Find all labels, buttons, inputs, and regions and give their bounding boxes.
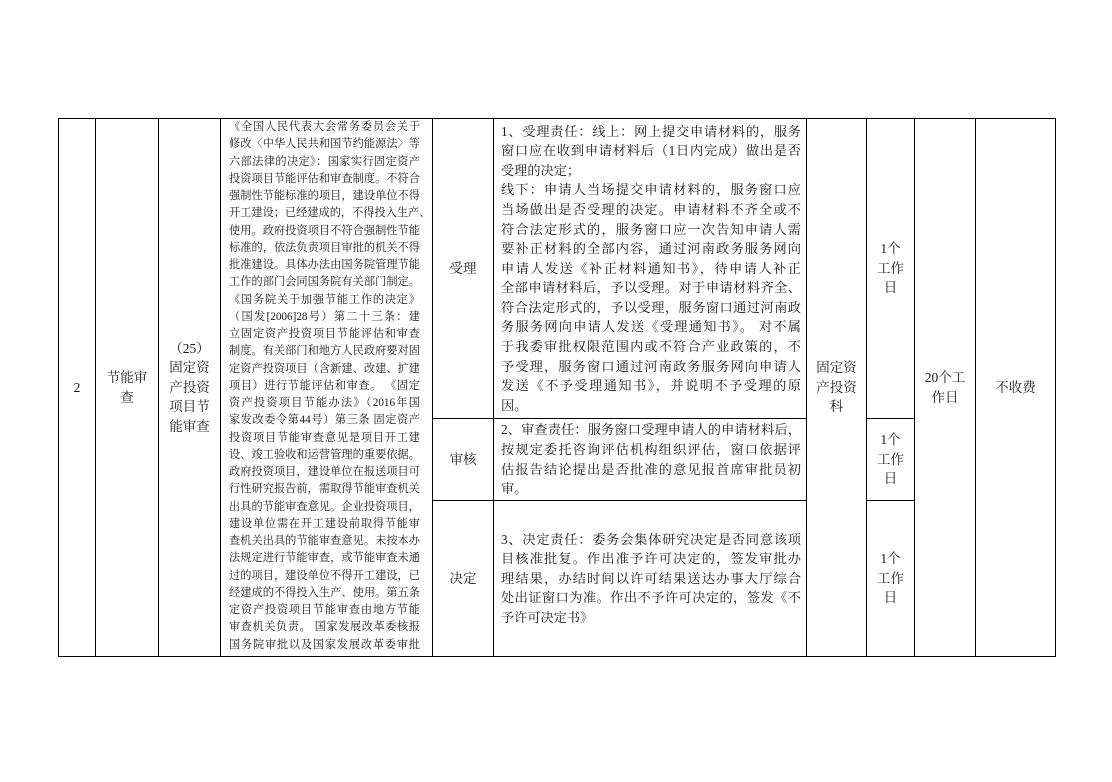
legal-basis-line: 政府投资项目，建设单位在报送项目可 — [229, 466, 420, 478]
table-row-accept — [59, 119, 1056, 419]
stage-time-cell — [867, 119, 915, 419]
stage-name: 受理 — [449, 260, 477, 276]
duty-line: 申请人发送《补正材料通知书》，待申请人补正 — [501, 260, 801, 276]
legal-basis-line: 法规定进行节能审查，或节能审查未通 — [229, 552, 420, 565]
legal-basis-line: 过的项目，建设单位不得开工建设，已 — [229, 569, 420, 582]
stage-duty-cell — [494, 501, 807, 657]
legal-basis-line: 建设单位需在开工建设前取得节能审 — [229, 517, 420, 530]
legal-basis-line: 使用。政府投资项目不符合强制性节能 — [229, 224, 420, 237]
department-cell — [807, 119, 867, 657]
stage-time: 1个工作日 — [876, 432, 904, 487]
item-name: （25）固定资产投资项目节能审查 — [169, 340, 210, 434]
duty-line: 理结果，办结时间以许可结果送达办事大厅综合 — [501, 570, 801, 586]
legal-basis-line: 行性研究报告前，需取得节能审查机关 — [229, 483, 420, 496]
duty-line: 处出证窗口为准。作出不予许可决定的，签发《不 — [501, 590, 801, 606]
legal-basis-line: 标准的，依法负责项目审批的机关不得 — [229, 241, 420, 254]
duty-line: 务服务网向申请人发送《受理通知书》。 对不属 — [501, 319, 801, 335]
legal-basis-line: 项目）进行节能评估和审查。 《固定 — [229, 379, 420, 392]
legal-basis-line: 修改〈中华人民共和国节约能源法〉等 — [229, 138, 420, 151]
duty-line: 当场做出是否受理的决定。申请材料不齐全或不 — [501, 201, 801, 217]
duty-line: 窗口应在收到申请材料后（1日内完成）做出是否 — [501, 143, 801, 159]
duty-line: 全部申请材料后，予以受理。对于申请材料齐全、 — [501, 280, 801, 296]
legal-basis-line: 国务院审批以及国家发展改革委审批 — [229, 638, 420, 651]
stage-name: 决定 — [449, 570, 477, 586]
duty-line: 发送《不予受理通知书》，并说明不予受理的原 — [501, 378, 801, 394]
legal-basis-line: 《国务院关于加强节能工作的决定》 — [229, 293, 420, 306]
item-number-cell — [59, 119, 96, 657]
duty-line: 按规定委托咨询评估机构组织评估，窗口依据评 — [501, 441, 801, 457]
stage-duty-text — [494, 122, 801, 416]
stage-duty-text — [494, 530, 801, 628]
stage-duty-cell — [494, 119, 807, 419]
legal-basis-line: 审查机关负责。 国家发展改革委核报 — [229, 621, 420, 634]
stage-time-cell — [867, 419, 915, 501]
duty-line: 因。 — [501, 397, 528, 413]
fee-cell — [976, 119, 1056, 657]
duty-line: 于我委审批权限范围内或不符合产业政策的，不 — [501, 339, 801, 355]
duty-line: 2、审查责任：服务窗口受理申请人的申请材料后， — [501, 422, 801, 438]
legal-basis-line: 强制性节能标准的项目，建设单位不得 — [229, 190, 420, 202]
duty-line: 符合法定形式的，服务窗口应一次告知申请人需 — [501, 221, 801, 237]
category-label: 节能审查 — [106, 370, 148, 405]
legal-basis-line: 工作的部门会同国务院有关部门制定。 — [229, 276, 420, 289]
department-name: 固定资产投资科 — [816, 360, 857, 415]
duty-line: 线下：申请人当场提交申请材料的，服务窗口应 — [501, 182, 801, 198]
legal-basis-line: 经建成的不得投入生产、使用。第五条 — [229, 586, 420, 599]
total-time-cell — [915, 119, 976, 657]
legal-basis-line: 立固定资产投资项目节能评估和审查 — [229, 328, 420, 340]
legal-basis-line: 查机关出具的节能审查意见。未按本办 — [229, 535, 420, 547]
legal-basis-line: 设、竣工验收和运营管理的重要依据。 — [229, 448, 420, 461]
legal-basis-text — [221, 119, 431, 654]
duty-line: 予受理，服务窗口通过河南政务服务网向申请人 — [501, 358, 801, 374]
stage-name-cell — [433, 119, 494, 419]
duty-line: 审。 — [501, 481, 528, 497]
duty-line: 目核准批复。作出准予许可决定的，签发审批办 — [501, 551, 801, 567]
stage-duty-text — [494, 420, 801, 498]
legal-basis-line: 出具的节能审查意见。企业投资项目， — [229, 500, 420, 513]
stage-time-cell — [867, 501, 915, 657]
legal-basis-line: 家发改委令第44号）第三条 固定资产 — [229, 414, 420, 427]
stage-name: 审核 — [449, 451, 477, 467]
duty-line: 3、决定责任：委务会集体研究决定是否同意该项 — [501, 531, 801, 547]
category-cell — [96, 119, 159, 657]
fee-label: 不收费 — [995, 379, 1036, 395]
legal-basis-line: 投资项目节能评估和审查制度。不符合 — [229, 172, 420, 185]
duty-line: 予许可决定书》 — [501, 609, 594, 625]
stage-duty-cell — [494, 419, 807, 501]
legal-basis-line: 资产投资项目节能办法》（2016年国 — [229, 397, 420, 409]
duty-line: 1、受理责任：线上：网上提交申请材料的，服务 — [501, 123, 801, 139]
legal-basis-line: 批准建设。具体办法由国务院管理节能 — [229, 259, 420, 271]
duty-line: 要补正材料的全部内容，通过河南政务服务网向 — [501, 241, 801, 257]
duty-line: 受理的决定； — [501, 162, 581, 178]
legal-basis-line: 制度。有关部门和地方人民政府要对固 — [229, 345, 420, 358]
duty-line: 估报告结论提出是否批准的意见报首席审批员初 — [501, 461, 801, 477]
legal-basis-line: 开工建设；已经建成的，不得投入生产、 — [229, 207, 431, 220]
legal-basis-line: 定资产投资项目（含新建、改建、扩建 — [229, 362, 420, 375]
approval-item-table — [58, 118, 1056, 657]
stage-name-cell — [433, 419, 494, 501]
stage-time: 1个工作日 — [876, 551, 904, 606]
legal-basis-line: 定资产投资项目节能审查由地方节能 — [229, 604, 420, 616]
legal-basis-line: 六部法律的决定》：国家实行固定资产 — [229, 155, 420, 168]
item-name-cell — [159, 119, 221, 657]
stage-time: 1个工作日 — [876, 241, 904, 296]
legal-basis-line: （国发[2006]28号）第二十三条：建 — [229, 310, 420, 323]
duty-line: 符合法定形式的，予以受理，服务窗口通过河南政 — [501, 299, 801, 315]
legal-basis-line: 《全国人民代表大会常务委员会关于 — [229, 121, 420, 133]
legal-basis-line: 投资项目节能审查意见是项目开工建 — [229, 431, 420, 444]
legal-basis-cell — [221, 119, 433, 657]
total-time: 20个工作日 — [924, 370, 966, 405]
item-number: 2 — [73, 379, 81, 395]
stage-name-cell — [433, 501, 494, 657]
